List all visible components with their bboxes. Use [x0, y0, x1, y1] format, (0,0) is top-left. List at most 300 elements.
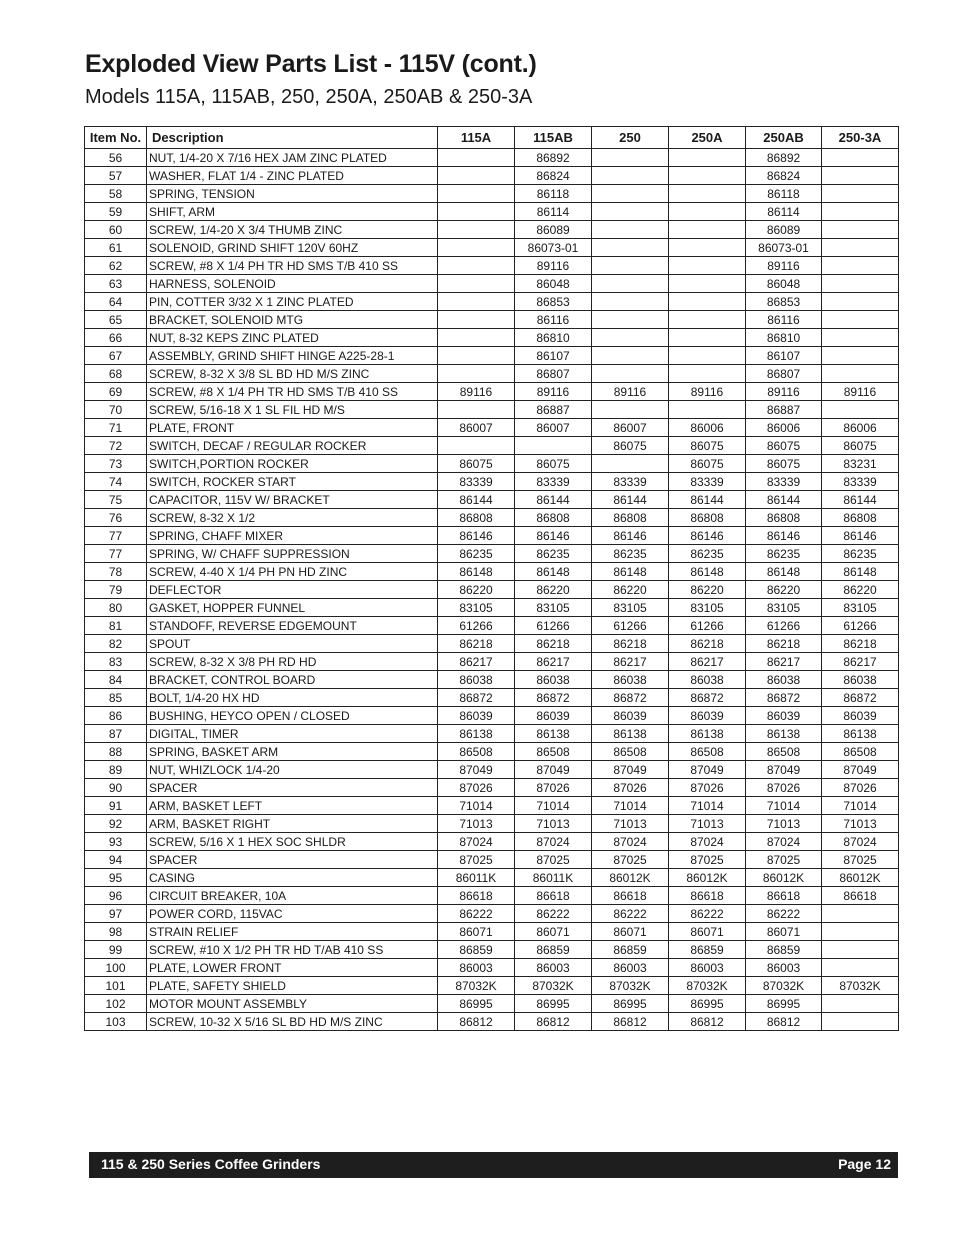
part-250a-cell: 86075: [669, 437, 746, 455]
table-row: [85, 977, 899, 995]
part-250ab-cell: 86808: [746, 509, 822, 527]
part-115a-cell: [438, 275, 515, 293]
table-row: [85, 329, 899, 347]
part-115a-cell: 71013: [438, 815, 515, 833]
part-115ab-cell: 86618: [515, 887, 592, 905]
part-250-3a-cell: 86218: [822, 635, 899, 653]
part-250-cell: 89116: [592, 383, 669, 401]
part-250ab-cell: 86071: [746, 923, 822, 941]
item-no-cell: 75: [85, 491, 147, 509]
part-115a-cell: 86146: [438, 527, 515, 545]
part-115ab-cell: 86138: [515, 725, 592, 743]
description-cell: SCREW, 5/16-18 X 1 SL FIL HD M/S: [147, 401, 438, 419]
item-no-cell: 84: [85, 671, 147, 689]
part-115ab-cell: 89116: [515, 257, 592, 275]
description-cell: SPRING, W/ CHAFF SUPPRESSION: [147, 545, 438, 563]
table-row: [85, 671, 899, 689]
part-115a-cell: 86508: [438, 743, 515, 761]
part-115ab-cell: 87026: [515, 779, 592, 797]
part-250ab-cell: 86812: [746, 1013, 822, 1031]
part-250-3a-cell: 83231: [822, 455, 899, 473]
part-250-3a-cell: 71014: [822, 797, 899, 815]
part-250-3a-cell: 86012K: [822, 869, 899, 887]
part-250-cell: [592, 203, 669, 221]
part-115a-cell: 86812: [438, 1013, 515, 1031]
part-250ab-cell: 83105: [746, 599, 822, 617]
part-115ab-cell: 86039: [515, 707, 592, 725]
part-250ab-cell: 86218: [746, 635, 822, 653]
item-no-cell: 59: [85, 203, 147, 221]
description-cell: CASING: [147, 869, 438, 887]
part-250a-cell: 86071: [669, 923, 746, 941]
part-250-cell: [592, 257, 669, 275]
description-cell: BUSHING, HEYCO OPEN / CLOSED: [147, 707, 438, 725]
item-no-cell: 78: [85, 563, 147, 581]
part-250-3a-cell: 83105: [822, 599, 899, 617]
part-250a-cell: 89116: [669, 383, 746, 401]
table-row: [85, 383, 899, 401]
table-row: [85, 761, 899, 779]
item-no-cell: 93: [85, 833, 147, 851]
part-250a-cell: [669, 365, 746, 383]
item-no-cell: 100: [85, 959, 147, 977]
table-row: [85, 905, 899, 923]
part-115a-cell: [438, 149, 515, 167]
part-250a-cell: 86995: [669, 995, 746, 1013]
description-cell: SCREW, 8-32 X 3/8 SL BD HD M/S ZINC: [147, 365, 438, 383]
part-115ab-cell: 86859: [515, 941, 592, 959]
description-cell: PLATE, FRONT: [147, 419, 438, 437]
part-250a-cell: [669, 149, 746, 167]
part-115a-cell: 71014: [438, 797, 515, 815]
part-115a-cell: 86071: [438, 923, 515, 941]
part-115ab-cell: 61266: [515, 617, 592, 635]
part-250ab-cell: 86222: [746, 905, 822, 923]
part-115a-cell: 86038: [438, 671, 515, 689]
part-250a-cell: [669, 221, 746, 239]
item-no-cell: 77: [85, 527, 147, 545]
part-250ab-cell: 86887: [746, 401, 822, 419]
part-115ab-cell: 86107: [515, 347, 592, 365]
table-row: [85, 311, 899, 329]
part-250-3a-cell: 86220: [822, 581, 899, 599]
part-250-cell: 87032K: [592, 977, 669, 995]
description-cell: BRACKET, SOLENOID MTG: [147, 311, 438, 329]
part-250ab-cell: 86138: [746, 725, 822, 743]
part-250-cell: 86218: [592, 635, 669, 653]
item-no-cell: 82: [85, 635, 147, 653]
item-no-cell: 63: [85, 275, 147, 293]
item-no-cell: 77: [85, 545, 147, 563]
part-250a-cell: 86220: [669, 581, 746, 599]
table-row: [85, 167, 899, 185]
part-115a-cell: 87025: [438, 851, 515, 869]
part-250a-cell: 61266: [669, 617, 746, 635]
item-no-cell: 66: [85, 329, 147, 347]
part-250-cell: 87025: [592, 851, 669, 869]
part-115ab-cell: 86011K: [515, 869, 592, 887]
description-cell: SCREW, 4-40 X 1/4 PH PN HD ZINC: [147, 563, 438, 581]
part-115a-cell: [438, 221, 515, 239]
part-250ab-cell: 86075: [746, 437, 822, 455]
part-250a-cell: [669, 347, 746, 365]
part-250ab-cell: 89116: [746, 257, 822, 275]
item-no-cell: 57: [85, 167, 147, 185]
part-250a-cell: [669, 167, 746, 185]
part-115ab-cell: 71013: [515, 815, 592, 833]
description-cell: ASSEMBLY, GRIND SHIFT HINGE A225-28-1: [147, 347, 438, 365]
part-250a-cell: [669, 401, 746, 419]
table-row: [85, 581, 899, 599]
part-250ab-cell: 86144: [746, 491, 822, 509]
part-250-cell: [592, 293, 669, 311]
item-no-cell: 98: [85, 923, 147, 941]
part-250-cell: [592, 401, 669, 419]
column-header-250a: 250A: [669, 127, 746, 149]
part-250ab-cell: 86807: [746, 365, 822, 383]
part-115a-cell: 86217: [438, 653, 515, 671]
part-250-3a-cell: [822, 257, 899, 275]
item-no-cell: 102: [85, 995, 147, 1013]
parts-table: [84, 126, 899, 1031]
description-cell: WASHER, FLAT 1/4 - ZINC PLATED: [147, 167, 438, 185]
part-250-3a-cell: [822, 1013, 899, 1031]
part-250-3a-cell: 86038: [822, 671, 899, 689]
part-115a-cell: 87026: [438, 779, 515, 797]
part-250-cell: 87026: [592, 779, 669, 797]
part-250-cell: 86235: [592, 545, 669, 563]
part-250a-cell: 86038: [669, 671, 746, 689]
part-250ab-cell: 83339: [746, 473, 822, 491]
item-no-cell: 62: [85, 257, 147, 275]
table-row: [85, 419, 899, 437]
description-cell: PIN, COTTER 3/32 X 1 ZINC PLATED: [147, 293, 438, 311]
part-250-3a-cell: [822, 401, 899, 419]
item-no-cell: 101: [85, 977, 147, 995]
description-cell: BRACKET, CONTROL BOARD: [147, 671, 438, 689]
part-250a-cell: 86039: [669, 707, 746, 725]
part-250-cell: 83105: [592, 599, 669, 617]
table-row: [85, 689, 899, 707]
part-115a-cell: 86144: [438, 491, 515, 509]
table-row: [85, 275, 899, 293]
part-115ab-cell: [515, 437, 592, 455]
table-row: [85, 293, 899, 311]
part-250ab-cell: 86618: [746, 887, 822, 905]
part-250-cell: 86146: [592, 527, 669, 545]
part-250-3a-cell: [822, 905, 899, 923]
table-row: [85, 365, 899, 383]
part-250-cell: 86872: [592, 689, 669, 707]
description-cell: GASKET, HOPPER FUNNEL: [147, 599, 438, 617]
part-115a-cell: 89116: [438, 383, 515, 401]
column-header-115a: 115A: [438, 127, 515, 149]
column-header-250-3a: 250-3A: [822, 127, 899, 149]
description-cell: PLATE, SAFETY SHIELD: [147, 977, 438, 995]
description-cell: BOLT, 1/4-20 HX HD: [147, 689, 438, 707]
part-250a-cell: 86872: [669, 689, 746, 707]
part-115a-cell: 86235: [438, 545, 515, 563]
part-250-cell: 86812: [592, 1013, 669, 1031]
table-row: [85, 923, 899, 941]
description-cell: SCREW, 10-32 X 5/16 SL BD HD M/S ZINC: [147, 1013, 438, 1031]
part-115ab-cell: 86116: [515, 311, 592, 329]
item-no-cell: 58: [85, 185, 147, 203]
part-115a-cell: 86007: [438, 419, 515, 437]
part-115a-cell: 86859: [438, 941, 515, 959]
item-no-cell: 86: [85, 707, 147, 725]
part-250a-cell: 86812: [669, 1013, 746, 1031]
item-no-cell: 70: [85, 401, 147, 419]
part-115ab-cell: 87024: [515, 833, 592, 851]
part-115ab-cell: 86089: [515, 221, 592, 239]
description-cell: STRAIN RELIEF: [147, 923, 438, 941]
part-115a-cell: [438, 185, 515, 203]
part-115a-cell: 87032K: [438, 977, 515, 995]
part-250a-cell: 87024: [669, 833, 746, 851]
part-250a-cell: 86144: [669, 491, 746, 509]
table-row: [85, 653, 899, 671]
part-250-3a-cell: 89116: [822, 383, 899, 401]
item-no-cell: 76: [85, 509, 147, 527]
part-250-cell: [592, 455, 669, 473]
part-250a-cell: 87049: [669, 761, 746, 779]
part-250-cell: [592, 239, 669, 257]
part-250ab-cell: 86118: [746, 185, 822, 203]
part-250a-cell: 86808: [669, 509, 746, 527]
part-115a-cell: 86872: [438, 689, 515, 707]
part-115a-cell: [438, 401, 515, 419]
part-250a-cell: 71013: [669, 815, 746, 833]
part-115a-cell: 61266: [438, 617, 515, 635]
part-250-cell: 87024: [592, 833, 669, 851]
table-row: [85, 185, 899, 203]
part-250-cell: 86075: [592, 437, 669, 455]
part-115ab-cell: 71014: [515, 797, 592, 815]
part-250a-cell: 87025: [669, 851, 746, 869]
part-115a-cell: [438, 257, 515, 275]
column-header-item-no: Item No.: [85, 127, 147, 149]
description-cell: STANDOFF, REVERSE EDGEMOUNT: [147, 617, 438, 635]
part-250a-cell: 86235: [669, 545, 746, 563]
part-250ab-cell: 86853: [746, 293, 822, 311]
part-115a-cell: 87024: [438, 833, 515, 851]
part-250a-cell: 86138: [669, 725, 746, 743]
item-no-cell: 92: [85, 815, 147, 833]
column-header-250: 250: [592, 127, 669, 149]
part-250-3a-cell: 87024: [822, 833, 899, 851]
part-115ab-cell: 86812: [515, 1013, 592, 1031]
part-115ab-cell: 86038: [515, 671, 592, 689]
part-115ab-cell: 86808: [515, 509, 592, 527]
part-115a-cell: 86995: [438, 995, 515, 1013]
footer-product-name: 115 & 250 Series Coffee Grinders: [101, 1156, 321, 1172]
table-row: [85, 617, 899, 635]
item-no-cell: 88: [85, 743, 147, 761]
part-250ab-cell: 86995: [746, 995, 822, 1013]
column-header-250ab: 250AB: [746, 127, 822, 149]
part-115a-cell: 86075: [438, 455, 515, 473]
column-header-description: Description: [147, 127, 438, 149]
description-cell: NUT, 8-32 KEPS ZINC PLATED: [147, 329, 438, 347]
part-250-3a-cell: 86217: [822, 653, 899, 671]
description-cell: PLATE, LOWER FRONT: [147, 959, 438, 977]
part-115a-cell: 86148: [438, 563, 515, 581]
part-250-cell: 86038: [592, 671, 669, 689]
part-250a-cell: 86075: [669, 455, 746, 473]
part-250-cell: 86007: [592, 419, 669, 437]
part-115ab-cell: 86217: [515, 653, 592, 671]
part-250a-cell: [669, 275, 746, 293]
table-row: [85, 887, 899, 905]
part-115a-cell: 83339: [438, 473, 515, 491]
part-115ab-cell: 87032K: [515, 977, 592, 995]
part-250-cell: 61266: [592, 617, 669, 635]
description-cell: SWITCH, ROCKER START: [147, 473, 438, 491]
part-250ab-cell: 86220: [746, 581, 822, 599]
part-115a-cell: 86003: [438, 959, 515, 977]
part-115ab-cell: 87025: [515, 851, 592, 869]
part-250-cell: [592, 347, 669, 365]
part-115ab-cell: 89116: [515, 383, 592, 401]
table-row: [85, 635, 899, 653]
item-no-cell: 103: [85, 1013, 147, 1031]
description-cell: ARM, BASKET RIGHT: [147, 815, 438, 833]
part-250-cell: [592, 365, 669, 383]
part-250-cell: 71013: [592, 815, 669, 833]
part-250ab-cell: 86089: [746, 221, 822, 239]
description-cell: SPACER: [147, 851, 438, 869]
part-115ab-cell: 86887: [515, 401, 592, 419]
part-115a-cell: [438, 329, 515, 347]
part-250-3a-cell: [822, 185, 899, 203]
part-250ab-cell: 87026: [746, 779, 822, 797]
part-250a-cell: 86003: [669, 959, 746, 977]
part-250ab-cell: 71014: [746, 797, 822, 815]
table-row: [85, 815, 899, 833]
part-115a-cell: [438, 293, 515, 311]
item-no-cell: 90: [85, 779, 147, 797]
part-250ab-cell: 86116: [746, 311, 822, 329]
item-no-cell: 79: [85, 581, 147, 599]
description-cell: SWITCH,PORTION ROCKER: [147, 455, 438, 473]
part-250-3a-cell: 86146: [822, 527, 899, 545]
part-250a-cell: 86012K: [669, 869, 746, 887]
part-250ab-cell: 61266: [746, 617, 822, 635]
part-250-cell: 86148: [592, 563, 669, 581]
page-subtitle: Models 115A, 115AB, 250, 250A, 250AB & 250-3A: [85, 86, 533, 108]
part-115ab-cell: 86810: [515, 329, 592, 347]
part-250-3a-cell: 86075: [822, 437, 899, 455]
part-250ab-cell: 86146: [746, 527, 822, 545]
part-250-3a-cell: [822, 149, 899, 167]
item-no-cell: 96: [85, 887, 147, 905]
part-250-3a-cell: 86039: [822, 707, 899, 725]
part-250-cell: 87049: [592, 761, 669, 779]
part-250-3a-cell: [822, 311, 899, 329]
part-115a-cell: [438, 167, 515, 185]
item-no-cell: 89: [85, 761, 147, 779]
part-250a-cell: [669, 239, 746, 257]
part-250a-cell: [669, 257, 746, 275]
part-250-3a-cell: 86144: [822, 491, 899, 509]
part-250-3a-cell: 87032K: [822, 977, 899, 995]
part-250ab-cell: 86003: [746, 959, 822, 977]
part-250a-cell: [669, 185, 746, 203]
table-row: [85, 725, 899, 743]
part-250-3a-cell: 87025: [822, 851, 899, 869]
item-no-cell: 83: [85, 653, 147, 671]
part-250ab-cell: 86872: [746, 689, 822, 707]
item-no-cell: 81: [85, 617, 147, 635]
part-250a-cell: 83339: [669, 473, 746, 491]
item-no-cell: 85: [85, 689, 147, 707]
table-row: [85, 527, 899, 545]
part-250a-cell: 86508: [669, 743, 746, 761]
table-row: [85, 995, 899, 1013]
part-115a-cell: 86222: [438, 905, 515, 923]
part-250-cell: [592, 167, 669, 185]
part-250a-cell: 87032K: [669, 977, 746, 995]
part-250ab-cell: 86075: [746, 455, 822, 473]
part-115ab-cell: 86824: [515, 167, 592, 185]
part-250a-cell: [669, 311, 746, 329]
table-row: [85, 401, 899, 419]
item-no-cell: 56: [85, 149, 147, 167]
part-250-cell: 86220: [592, 581, 669, 599]
description-cell: SCREW, 1/4-20 X 3/4 THUMB ZINC: [147, 221, 438, 239]
parts-table-body: [85, 149, 899, 1031]
part-115ab-cell: 86007: [515, 419, 592, 437]
part-250-3a-cell: [822, 221, 899, 239]
part-250-cell: [592, 185, 669, 203]
part-115ab-cell: 86071: [515, 923, 592, 941]
part-250ab-cell: 87049: [746, 761, 822, 779]
part-250-3a-cell: 83339: [822, 473, 899, 491]
part-250-3a-cell: [822, 203, 899, 221]
table-row: [85, 563, 899, 581]
part-115ab-cell: 86853: [515, 293, 592, 311]
table-row: [85, 707, 899, 725]
description-cell: SCREW, 8-32 X 3/8 PH RD HD: [147, 653, 438, 671]
table-row: [85, 347, 899, 365]
table-row: [85, 743, 899, 761]
table-row: [85, 545, 899, 563]
part-250-cell: [592, 329, 669, 347]
part-250-3a-cell: [822, 239, 899, 257]
table-row: [85, 1013, 899, 1031]
part-115ab-cell: 86144: [515, 491, 592, 509]
part-250a-cell: [669, 203, 746, 221]
part-250-3a-cell: 86618: [822, 887, 899, 905]
item-no-cell: 74: [85, 473, 147, 491]
table-row: [85, 851, 899, 869]
part-250a-cell: [669, 293, 746, 311]
part-250-cell: 86859: [592, 941, 669, 959]
part-250a-cell: 71014: [669, 797, 746, 815]
table-header-row: [85, 127, 899, 149]
part-250ab-cell: 87025: [746, 851, 822, 869]
part-250-3a-cell: 87026: [822, 779, 899, 797]
item-no-cell: 95: [85, 869, 147, 887]
part-250-3a-cell: 86148: [822, 563, 899, 581]
footer-page-number: Page 12: [838, 1156, 891, 1172]
item-no-cell: 91: [85, 797, 147, 815]
description-cell: SCREW, #8 X 1/4 PH TR HD SMS T/B 410 SS: [147, 257, 438, 275]
description-cell: CAPACITOR, 115V W/ BRACKET: [147, 491, 438, 509]
part-115a-cell: [438, 437, 515, 455]
part-250a-cell: 87026: [669, 779, 746, 797]
